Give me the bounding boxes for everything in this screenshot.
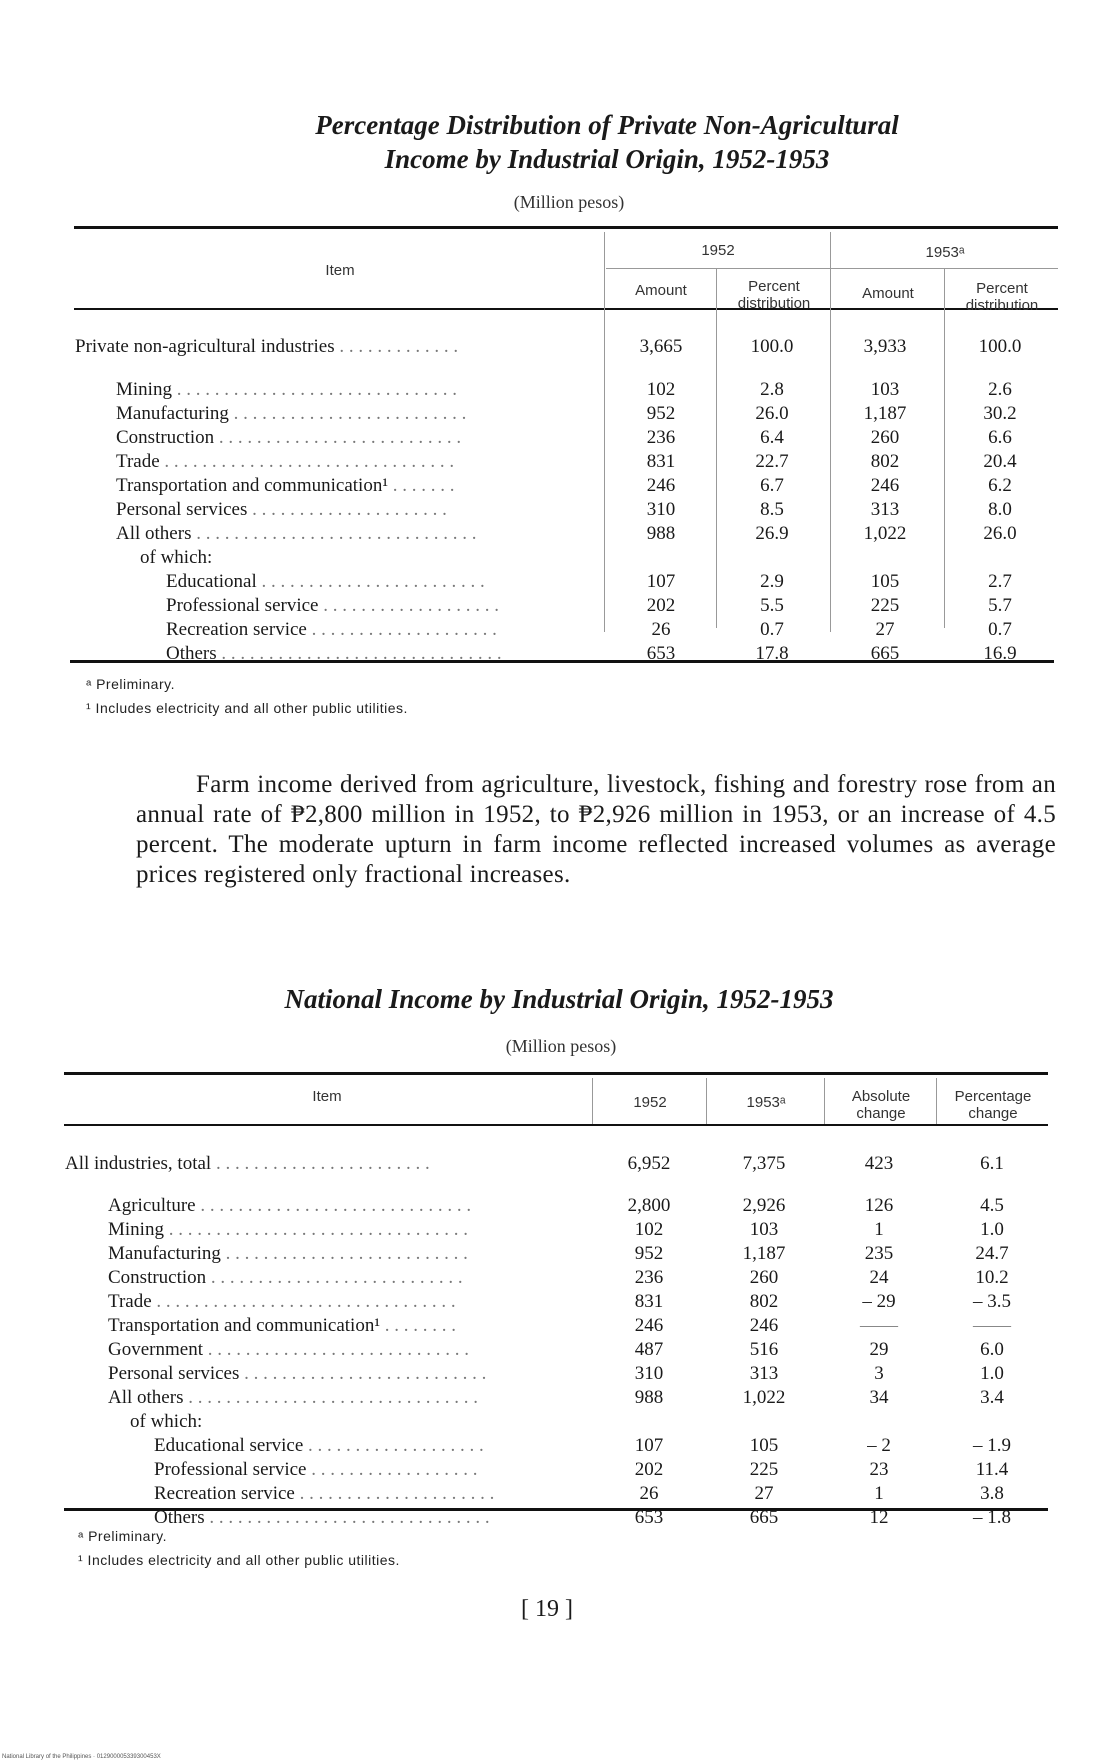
table1-footnote-utilities: ¹ Includes electricity and all other public utilities. [86,700,408,716]
value-1952: 952 [634,1243,664,1264]
table1-title-line2: Income by Industrial Origin, 1952-1953 [384,144,830,174]
table1-title-line1: Percentage Distribution of Private Non-Agricultural [315,110,899,140]
amount-1952: 26 [651,619,671,640]
table1-header-item: Item [325,262,355,279]
absolute-change: 34 [869,1387,889,1408]
percent-1953: 2.6 [988,379,1012,400]
table-row [64,1458,1048,1482]
table2-col-divider [592,1078,593,1124]
table1-year-divider [606,268,1058,269]
row-label: Agriculture . . . . . . . . . . . . . . . . . . . . . . . . . . . . . [108,1195,472,1216]
value-1953: 7,375 [742,1153,786,1174]
value-1952: 653 [634,1507,664,1528]
table1-header-1952: 1952 [701,242,735,259]
percent-1952: 8.5 [760,499,784,520]
row-label: Educational service . . . . . . . . . . . . . . . . . . . [154,1435,484,1456]
row-label: Personal services . . . . . . . . . . . . . . . . . . . . . . . . . . [108,1363,487,1384]
value-1952: 246 [634,1315,664,1336]
table1-header-percent-1953: Percent distribution [965,280,1039,314]
table-row [74,402,1058,426]
page-number: [ 19 ] [521,1596,573,1622]
percentage-change: 6.1 [980,1153,1004,1174]
table-row [64,1314,1048,1338]
percentage-change: 11.4 [975,1459,1009,1480]
row-label: Government . . . . . . . . . . . . . . . . . . . . . . . . . . . . [108,1339,469,1360]
value-1953: 2,926 [742,1195,786,1216]
percentage-change: – 1.8 [973,1507,1011,1528]
value-1953: 246 [749,1315,779,1336]
row-label: All others . . . . . . . . . . . . . . . . . . . . . . . . . . . . . . [116,523,477,544]
row-label: Others . . . . . . . . . . . . . . . . . . . . . . . . . . . . . . [166,643,502,664]
row-label: Mining . . . . . . . . . . . . . . . . . . . . . . . . . . . . . . . . [108,1219,468,1240]
row-label: Transportation and communication¹ . . . . . . . [116,475,455,496]
absolute-change: 1 [874,1483,884,1504]
amount-1953: 802 [870,451,900,472]
table-row [64,1434,1048,1458]
value-1953: 103 [749,1219,779,1240]
amount-1952: 202 [646,595,676,616]
row-label: All industries, total . . . . . . . . . . . . . . . . . . . . . . . [65,1153,430,1174]
table-row [74,594,1058,618]
percent-1953: 0.7 [988,619,1012,640]
table1-header-rule [74,308,1058,310]
table1-header-1953: 1953ᵃ [925,244,965,261]
amount-1953: 225 [870,595,900,616]
table1-body [74,326,1058,666]
table2-header-absolute-change: Absolute change [851,1088,911,1122]
absolute-change: 423 [864,1153,894,1174]
table2-header-1952: 1952 [633,1094,667,1111]
absolute-change: 12 [869,1507,889,1528]
row-label: Professional service . . . . . . . . . . . . . . . . . . . [166,595,499,616]
table-row [74,546,1058,570]
row-label: Construction . . . . . . . . . . . . . . . . . . . . . . . . . . [116,427,462,448]
percentage-change: 4.5 [980,1195,1004,1216]
percent-1952: 100.0 [750,336,794,357]
amount-1953: 105 [870,571,900,592]
table-row [64,1242,1048,1266]
absolute-change: 126 [864,1195,894,1216]
value-1952: 202 [634,1459,664,1480]
table-row [64,1362,1048,1386]
percentage-change: 3.8 [980,1483,1004,1504]
table-row [74,522,1058,546]
value-1953: 105 [749,1435,779,1456]
amount-1953: 1,022 [863,523,907,544]
table-row [64,1290,1048,1314]
percent-1953: 8.0 [988,499,1012,520]
table-row [74,426,1058,450]
row-label: Recreation service . . . . . . . . . . . . . . . . . . . . [166,619,497,640]
amount-1953: 246 [870,475,900,496]
amount-1952: 653 [646,643,676,664]
row-label: Recreation service . . . . . . . . . . . . . . . . . . . . . [154,1483,495,1504]
row-label: Manufacturing . . . . . . . . . . . . . . . . . . . . . . . . . [116,403,467,424]
amount-1952: 988 [646,523,676,544]
library-stamp: National Library of the Philippines · 012900005339300453X [2,1754,161,1760]
percentage-change: – 1.9 [973,1435,1011,1456]
amount-1953: 103 [870,379,900,400]
percent-1953: 16.9 [983,643,1017,664]
row-label: Manufacturing . . . . . . . . . . . . . . . . . . . . . . . . . . [108,1243,468,1264]
table-row [64,1194,1048,1218]
percent-1953: 2.7 [988,571,1012,592]
body-paragraph: Farm income derived from agriculture, livestock, fishing and forestry rose from an annual rate of ₱2,800 million in 1952, to ₱2,926 million in 1953, or an increase of 4.5 percent. The moderate upturn in farm income reflected increased volumes as average prices registered only fractional increases. [136,771,1056,888]
value-1953: 516 [749,1339,779,1360]
table1-header-amount-1953: Amount [862,285,914,302]
amount-1952: 102 [646,379,676,400]
row-label: Professional service . . . . . . . . . . . . . . . . . . [154,1459,478,1480]
amount-1952: 310 [646,499,676,520]
amount-1952: 3,665 [639,336,683,357]
percent-1952: 2.9 [760,571,784,592]
row-label: Others . . . . . . . . . . . . . . . . . . . . . . . . . . . . . . [154,1507,490,1528]
table-row [74,570,1058,594]
absolute-change: 24 [869,1267,889,1288]
table1-header-percent-1952: Percent distribution [737,278,811,312]
percent-1953: 6.6 [988,427,1012,448]
table2-header-percentage-change: Percentage change [954,1088,1032,1122]
value-1953: 225 [749,1459,779,1480]
table-row [74,498,1058,522]
percentage-change: 6.0 [980,1339,1004,1360]
absolute-change: – 29 [862,1291,896,1312]
table-row [74,326,1058,368]
row-label: Private non-agricultural industries . . . . . . . . . . . . . [75,336,459,357]
percentage-change: 10.2 [975,1267,1009,1288]
value-1953: 1,022 [742,1387,786,1408]
percent-1953: 6.2 [988,475,1012,496]
row-label: Trade . . . . . . . . . . . . . . . . . . . . . . . . . . . . . . . [116,451,455,472]
table2-col-divider [824,1078,825,1124]
table-row [74,450,1058,474]
percentage-change: 24.7 [975,1243,1009,1264]
value-1953: 260 [749,1267,779,1288]
table1-top-rule [74,226,1058,229]
amount-1953: 27 [875,619,895,640]
amount-1952: 107 [646,571,676,592]
of-which-label: of which: [140,547,213,568]
absolute-change: 1 [874,1219,884,1240]
percent-1953: 20.4 [983,451,1017,472]
table-row [64,1338,1048,1362]
table2-footnote-utilities: ¹ Includes electricity and all other public utilities. [78,1552,400,1568]
percentage-change: 1.0 [980,1363,1004,1384]
table-row [64,1266,1048,1290]
value-1952: 988 [634,1387,664,1408]
table-row [64,1218,1048,1242]
value-1952: 487 [634,1339,664,1360]
value-1952: 107 [634,1435,664,1456]
of-which-label: of which: [130,1411,203,1432]
table1-header-amount-1952: Amount [635,282,687,299]
amount-1953: 313 [870,499,900,520]
amount-1953: 1,187 [863,403,907,424]
row-label: Mining . . . . . . . . . . . . . . . . . . . . . . . . . . . . . . [116,379,457,400]
table-row [64,1410,1048,1434]
amount-1952: 831 [646,451,676,472]
percent-1953: 5.7 [988,595,1012,616]
value-1952: 102 [634,1219,664,1240]
absolute-change: 235 [864,1243,894,1264]
row-label: All others . . . . . . . . . . . . . . . . . . . . . . . . . . . . . . . [108,1387,478,1408]
value-1952: 2,800 [627,1195,671,1216]
value-1953: 27 [754,1483,774,1504]
table-row [64,1482,1048,1506]
absolute-change: 3 [874,1363,884,1384]
percentage-change: – 3.5 [973,1291,1011,1312]
table2-body [64,1144,1048,1530]
table-row [64,1386,1048,1410]
percent-1952: 26.9 [755,523,789,544]
table2-footnote-preliminary: ᵃ Preliminary. [78,1528,167,1544]
table-row [74,378,1058,402]
value-1952: 26 [639,1483,659,1504]
row-label: Transportation and communication¹ . . . . . . . . [108,1315,457,1336]
value-1953: 1,187 [742,1243,786,1264]
absolute-change: —— [860,1315,898,1336]
table-row [74,642,1058,666]
percent-1952: 26.0 [755,403,789,424]
value-1952: 236 [634,1267,664,1288]
amount-1952: 952 [646,403,676,424]
percent-1952: 17.8 [755,643,789,664]
percent-1952: 2.8 [760,379,784,400]
percent-1953: 30.2 [983,403,1017,424]
table2-top-rule [64,1072,1048,1075]
value-1953: 802 [749,1291,779,1312]
percent-1953: 26.0 [983,523,1017,544]
row-label: Educational . . . . . . . . . . . . . . . . . . . . . . . . [166,571,485,592]
value-1952: 310 [634,1363,664,1384]
table-row [74,618,1058,642]
table1-footnote-preliminary: ᵃ Preliminary. [86,676,175,692]
table-row [64,1506,1048,1530]
absolute-change: 29 [869,1339,889,1360]
table2-col-divider [706,1078,707,1124]
percent-1952: 0.7 [760,619,784,640]
table2-title: National Income by Industrial Origin, 1952-1953 [284,984,834,1014]
value-1953: 313 [749,1363,779,1384]
row-label: Personal services . . . . . . . . . . . . . . . . . . . . . [116,499,447,520]
percentage-change: 3.4 [980,1387,1004,1408]
row-label: Construction . . . . . . . . . . . . . . . . . . . . . . . . . . . [108,1267,463,1288]
table-row [64,1144,1048,1184]
amount-1953: 3,933 [863,336,907,357]
absolute-change: 23 [869,1459,889,1480]
value-1952: 831 [634,1291,664,1312]
table2-header-rule [64,1124,1048,1126]
table2-header-item: Item [312,1088,342,1105]
percentage-change: —— [973,1315,1011,1336]
table2-unit: (Million pesos) [505,1036,617,1056]
percent-1952: 6.7 [760,475,784,496]
amount-1952: 236 [646,427,676,448]
table-row [74,474,1058,498]
value-1953: 665 [749,1507,779,1528]
amount-1952: 246 [646,475,676,496]
percentage-change: 1.0 [980,1219,1004,1240]
table1-unit: (Million pesos) [513,192,625,212]
row-label: Trade . . . . . . . . . . . . . . . . . . . . . . . . . . . . . . . . [108,1291,456,1312]
absolute-change: – 2 [867,1435,891,1456]
table2-col-divider [936,1078,937,1124]
percent-1952: 22.7 [755,451,789,472]
amount-1953: 260 [870,427,900,448]
percent-1952: 5.5 [760,595,784,616]
percent-1953: 100.0 [978,336,1022,357]
value-1952: 6,952 [627,1153,671,1174]
table2-header-1953: 1953ᵃ [746,1094,786,1111]
amount-1953: 665 [870,643,900,664]
percent-1952: 6.4 [760,427,784,448]
